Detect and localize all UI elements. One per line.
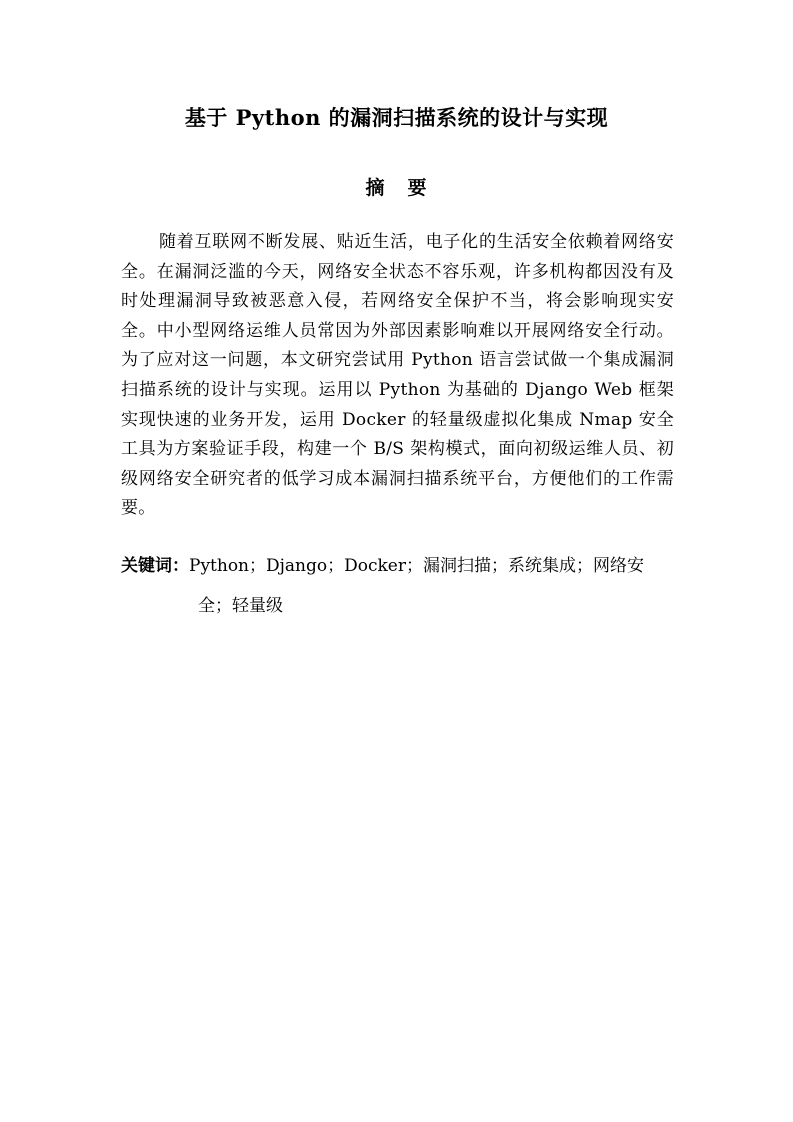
abstract-body: 随着互联网不断发展、贴近生活，电子化的生活安全依赖着网络安全。在漏洞泛滥的今天，网络安全状态不容乐观，许多机构都因没有及时处理漏洞导致被恶意入侵，若网络安全保护不当，将会影响现实安全。中小型网络运维人员常因为外部因素影响难以开展网络安全行动。为了应对这一问题，本文研究尝试用 Python 语言尝试做一个集成漏洞扫描系统的设计与实现。运用以 Python 为基础的 Django Web 框架实现快速的业务开发，运用 Docker 的轻量级虚拟化集成 Nmap 安全工具为方案验证手段，构建一个 B/S 架构模式，面向初级运维人员、初级网络安全研究者的低学习成本漏洞扫描系统平台，方便他们的工作需要。 — [121, 232, 674, 519]
keywords-line-1 — [121, 546, 691, 586]
abstract-heading — [0, 173, 793, 203]
paper-title: 基于 Python 的漏洞扫描系统的设计与实现 — [184, 105, 609, 130]
keywords-label: 关键词： — [121, 556, 189, 576]
keywords-list-part1: Python；Django；Docker；漏洞扫描；系统集成；网络安 — [189, 556, 644, 576]
abstract-heading-right: 要 — [407, 177, 428, 199]
abstract-heading-left: 摘 — [365, 177, 386, 199]
keywords-block — [121, 546, 691, 626]
keywords-line-2: 全；轻量级 — [198, 596, 283, 616]
